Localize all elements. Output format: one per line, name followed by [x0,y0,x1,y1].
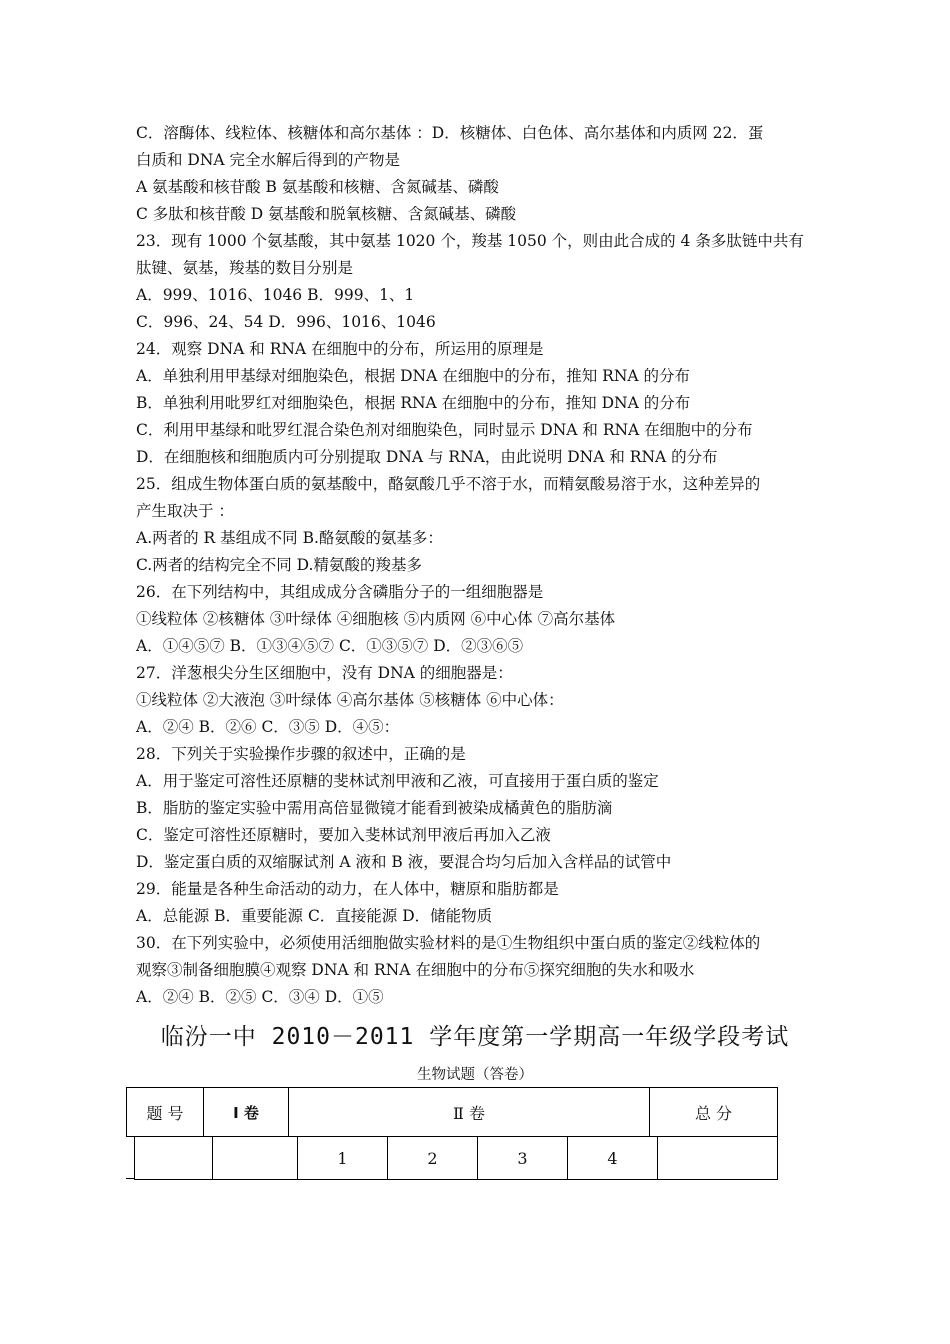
text-line: A.两者的 R 基组成不同 B.酪氨酸的氨基多： [136,529,443,547]
text-line: A．总能源 B．重要能源 C．直接能源 D．储能物质 [136,907,493,925]
text-line: 28．下列关于实验操作步骤的叙述中，正确的是 [136,745,466,763]
text-line: A．②④ B．②⑥ C．③⑤ D．④⑤： [136,718,400,736]
text-line: B．单独利用吡罗红对细胞染色，根据 RNA 在细胞中的分布，推知 DNA 的分布 [136,394,691,412]
question-number-cell: 3 [478,1137,568,1180]
text-line: A．①④⑤⑦ B．①③④⑤⑦ C．①③⑤⑦ D．②③⑥⑤ [136,637,524,655]
text-line: 24．观察 DNA 和 RNA 在细胞中的分布，所运用的原理是 [136,340,544,358]
text-line: C．鉴定可溶性还原糖时，要加入斐林试剂甲液后再加入乙液 [136,826,551,844]
score-cell[interactable] [213,1137,298,1180]
exam-subtitle: 生物试题（答卷） [417,1067,533,1083]
score-cell[interactable] [135,1137,213,1180]
question-number-cell: 1 [298,1137,388,1180]
header-part-two: Ⅱ 卷 [289,1088,650,1137]
text-line: C.两者的结构完全不同 D.精氨酸的羧基多 [136,556,422,574]
text-line: 26．在下列结构中，其组成成分含磷脂分子的一组细胞器是 [136,583,544,601]
text-line: 观察③制备细胞膜④观察 DNA 和 RNA 在细胞中的分布⑤探究细胞的失水和吸水 [136,961,695,979]
table-divider [126,1178,134,1179]
text-line: 23．现有 1000 个氨基酸，其中氨基 1020 个，羧基 1050 个，则由此合成的 4 条多肽链中共有 [136,232,804,250]
header-total: 总 分 [650,1088,778,1137]
exam-title: 临汾一中 2010－2011 学年度第一学期高一年级学段考试 [160,1024,790,1050]
text-line: D．在细胞核和细胞质内可分别提取 DNA 与 RNA，由此说明 DNA 和 RNA 的分布 [136,448,718,466]
score-table-body [134,1136,778,1180]
text-line: 产生取决于 ： [136,502,234,520]
text-line: B．脂肪的鉴定实验中需用高倍显微镜才能看到被染成橘黄色的脂肪滴 [136,799,613,817]
score-cell[interactable] [658,1137,778,1180]
text-line: 白质和 DNA 完全水解后得到的产物是 [136,151,401,169]
text-line: 肽键、氨基，羧基的数目分别是 [136,259,354,277]
header-question-number: 题 号 [127,1088,204,1137]
header-part-one: Ⅰ 卷 [204,1088,289,1137]
text-line: C 多肽和核苷酸 D 氨基酸和脱氧核糖、含氮碱基、磷酸 [136,205,517,223]
text-line: C．利用甲基绿和吡罗红混合染色剂对细胞染色，同时显示 DNA 和 RNA 在细胞中的分布 [136,421,753,439]
question-number-cell: 4 [568,1137,658,1180]
text-line: D．鉴定蛋白质的双缩脲试剂 A 液和 B 液，要混合均匀后加入含样品的试管中 [136,853,672,871]
text-line: A．999、1016、1046 B．999、1、1 [136,286,415,304]
question-number-cell: 2 [388,1137,478,1180]
text-line: C．溶酶体、线粒体、核糖体和高尔基体 ：D．核糖体、白色体、高尔基体和内质网 22．蛋 [136,124,764,142]
text-line: 25．组成生物体蛋白质的氨基酸中，酪氨酸几乎不溶于水，而精氨酸易溶于水，这种差异的 [136,475,761,493]
text-line: 30．在下列实验中，必须使用活细胞做实验材料的是①生物组织中蛋白质的鉴定②线粒体的 [136,934,761,952]
question-text [136,120,826,1011]
text-line: A．单独利用甲基绿对细胞染色，根据 DNA 在细胞中的分布，推知 RNA 的分布 [136,367,691,385]
text-line: A．②④ B．②⑤ C．③④ D．①⑤ [136,988,384,1006]
text-line: 29．能量是各种生命活动的动力，在人体中，糖原和脂肪都是 [136,880,559,898]
text-line: A．用于鉴定可溶性还原糖的斐林试剂甲液和乙液，可直接用于蛋白质的鉴定 [136,772,659,790]
text-line: 27．洋葱根尖分生区细胞中，没有 DNA 的细胞器是： [136,664,513,682]
text-line: ①线粒体 ②核糖体 ③叶绿体 ④细胞核 ⑤内质网 ⑥中心体 ⑦高尔基体 [136,610,616,628]
text-line: C．996、24、54 D．996、1016、1046 [136,313,436,331]
text-line: A 氨基酸和核苷酸 B 氨基酸和核糖、含氮碱基、磷酸 [136,178,499,196]
text-line: ①线粒体 ②大液泡 ③叶绿体 ④高尔基体 ⑤核糖体 ⑥中心体： [136,691,564,709]
score-table-header [126,1087,778,1137]
